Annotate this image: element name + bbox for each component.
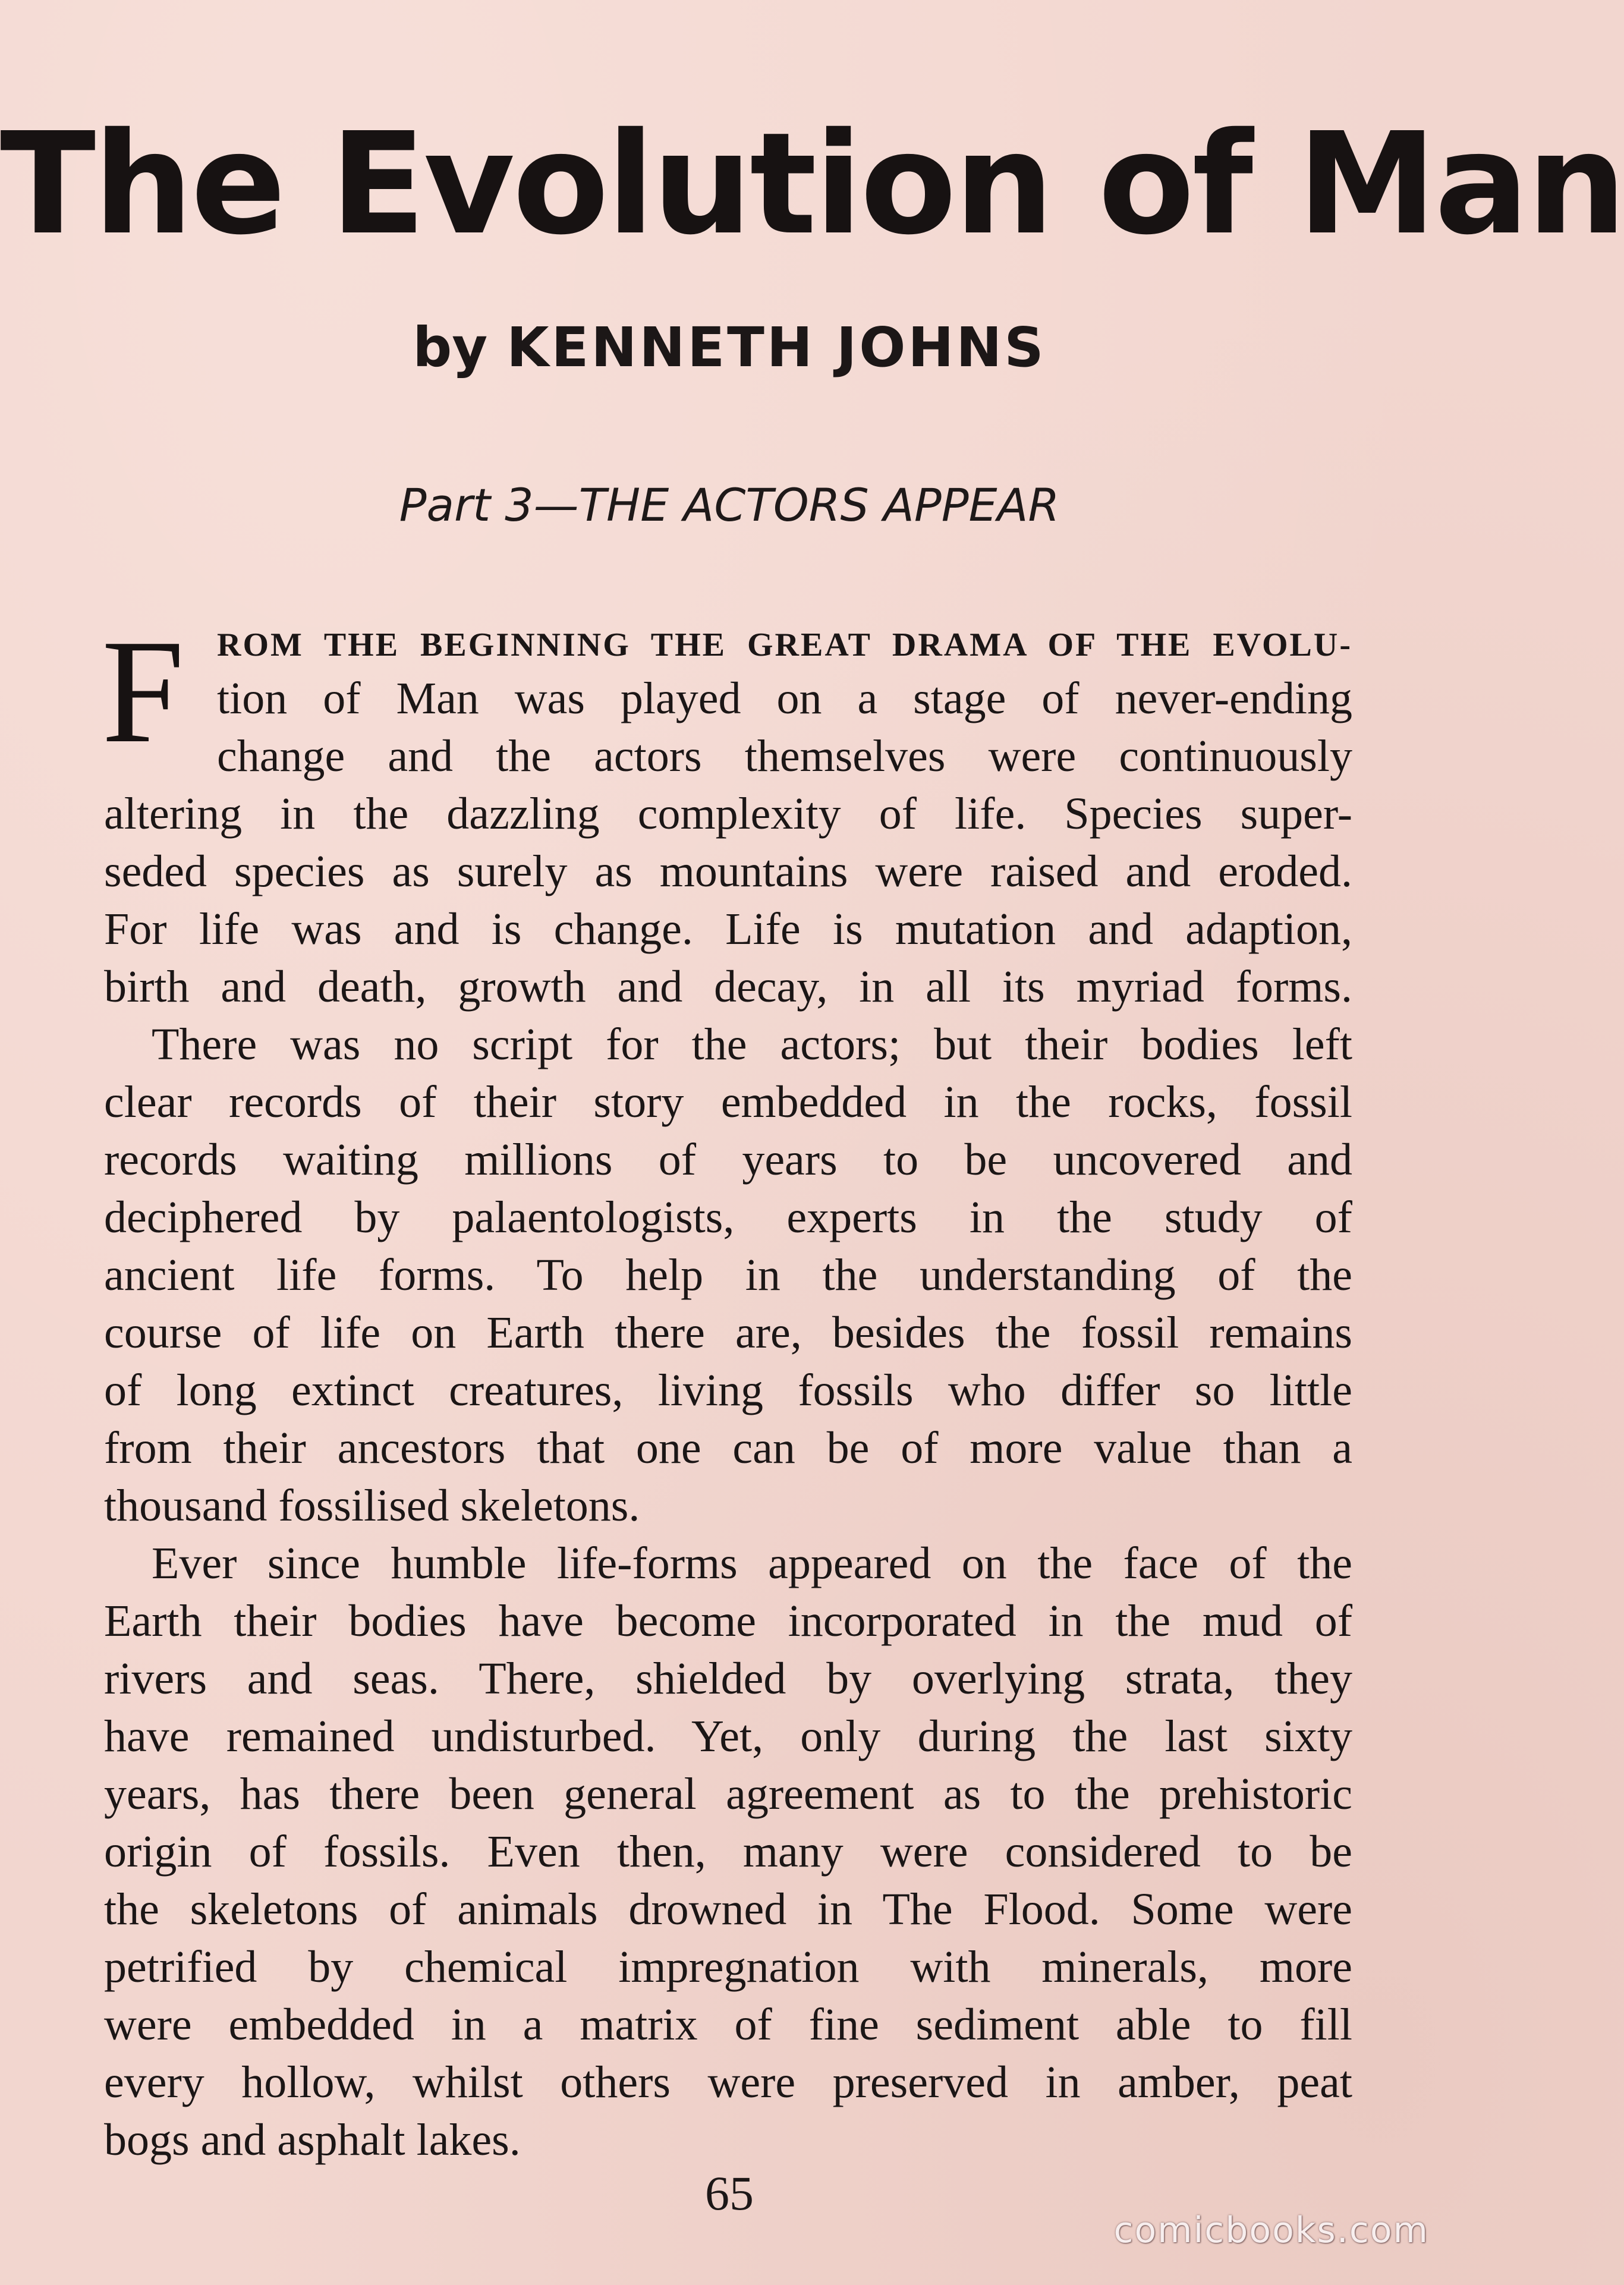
page-number: 65 — [705, 2166, 754, 2220]
text-line: tion of Man was played on a stage of never-ending — [217, 673, 1352, 723]
text-line: of long extinct creatures, living fossils who differ so little — [104, 1365, 1352, 1415]
text-line: change and the actors themselves were continuously — [217, 731, 1352, 781]
drop-cap: F — [102, 609, 185, 774]
text-line — [104, 612, 1352, 670]
text-line: birth and death, growth and decay, in all its myriad forms. — [104, 962, 1352, 1012]
article-body — [102, 609, 1352, 2169]
opening-smallcaps: ROM THE BEGINNING THE GREAT DRAMA OF THE EVOLU- — [217, 627, 1352, 663]
text-line: altering in the dazzling complexity of life. Species super- — [104, 789, 1352, 839]
article-title: The Evolution of Man — [0, 102, 1624, 266]
text-line: seded species as surely as mountains were raised and eroded. — [104, 846, 1352, 896]
text-line: bogs and asphalt lakes. — [104, 2115, 521, 2165]
text-line: records waiting millions of years to be uncovered and — [104, 1135, 1352, 1185]
text-line: years, has there been general agreement as to the prehistoric — [104, 1769, 1352, 1819]
part-heading: Part 3—THE ACTORS APPEAR — [399, 479, 1060, 531]
byline-prefix: by — [413, 316, 488, 379]
text-line: from their ancestors that one can be of more value than a — [104, 1423, 1352, 1473]
byline — [0, 315, 1459, 380]
text-line: Earth their bodies have become incorporated in the mud of — [104, 1596, 1352, 1646]
text-line: every hollow, whilst others were preserved in amber, peat — [104, 2057, 1352, 2107]
text-line: Ever since humble life-forms appeared on the face of the — [152, 1538, 1352, 1588]
text-line: were embedded in a matrix of fine sediment able to fill — [104, 2000, 1352, 2050]
text-line: thousand fossilised skeletons. — [104, 1481, 640, 1531]
text-line: petrified by chemical impregnation with minerals, more — [104, 1942, 1352, 1992]
author-name: KENNETH JOHNS — [506, 316, 1046, 379]
text-line: There was no script for the actors; but their bodies left — [152, 1019, 1352, 1069]
watermark: comicbooks.com — [1113, 2210, 1429, 2251]
text-line: course of life on Earth there are, besides the fossil remains — [104, 1308, 1352, 1358]
text-line: rivers and seas. There, shielded by overlying strata, they — [104, 1654, 1352, 1704]
text-line: For life was and is change. Life is mutation and adaption, — [104, 904, 1352, 954]
text-line: ancient life forms. To help in the understanding of the — [104, 1250, 1352, 1300]
text-line: origin of fossils. Even then, many were considered to be — [104, 1827, 1352, 1877]
text-line: the skeletons of animals drowned in The Flood. Some were — [104, 1884, 1352, 1934]
text-line: have remained undisturbed. Yet, only during the last sixty — [104, 1711, 1352, 1761]
text-line: deciphered by palaentologists, experts in the study of — [104, 1192, 1352, 1242]
text-line: clear records of their story embedded in the rocks, fossil — [104, 1077, 1352, 1127]
